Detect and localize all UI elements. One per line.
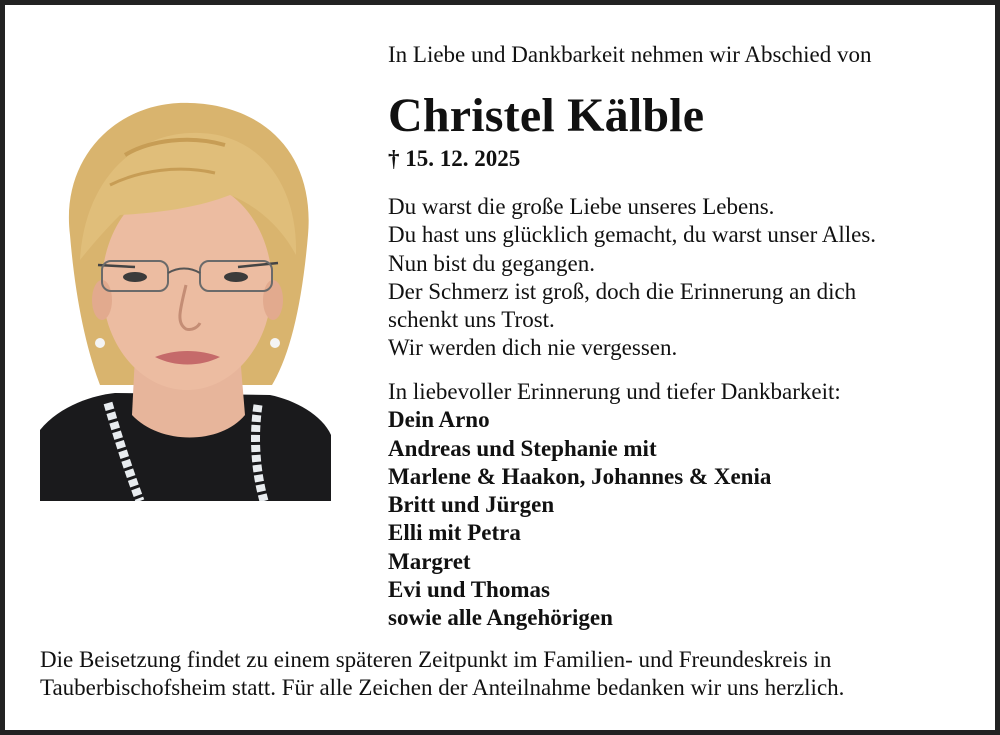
mourner-name: Andreas und Stephanie mit: [388, 435, 657, 461]
mourners-intro: In liebevoller Erinnerung und tiefer Dankbarkeit:: [388, 379, 841, 404]
funeral-note: [40, 646, 844, 702]
mourner-name: Dein Arno: [388, 407, 490, 433]
portrait-photo: [40, 85, 331, 501]
poem-block: [388, 193, 876, 363]
poem-line: Du warst die große Liebe unseres Lebens.: [388, 194, 775, 219]
mourner-name: sowie alle Angehörigen: [388, 605, 613, 631]
poem-line: schenkt uns Trost.: [388, 307, 555, 333]
poem-line: Du hast uns glücklich gemacht, du warst unser Alles.: [388, 222, 877, 248]
intro-line: In Liebe und Dankbarkeit nehmen wir Abschied von: [388, 42, 872, 67]
mourner-name: Elli mit Petra: [388, 520, 521, 546]
mourner-name: Evi und Thomas: [388, 577, 550, 603]
funeral-note-line: Tauberbischofsheim statt. Für alle Zeichen der Anteilnahme bedanken wir uns herzlich.: [40, 675, 845, 700]
poem-line: Der Schmerz ist groß, doch die Erinnerung an dich: [388, 278, 857, 304]
portrait-illustration: [40, 85, 331, 501]
death-date: † 15. 12. 2025: [388, 146, 521, 171]
poem-line: Nun bist du gegangen.: [388, 250, 595, 276]
mourners-block: [388, 378, 841, 633]
poem-line: Wir werden dich nie vergessen.: [388, 335, 678, 361]
funeral-note-line: Die Beisetzung findet zu einem späteren Zeitpunkt im Familien- und Freundeskreis in: [40, 647, 832, 672]
mourner-name: Margret: [388, 548, 471, 574]
deceased-name: Christel Kälble: [388, 89, 705, 142]
mourner-name: Marlene & Haakon, Johannes & Xenia: [388, 463, 772, 489]
mourner-name: Britt und Jürgen: [388, 492, 555, 518]
